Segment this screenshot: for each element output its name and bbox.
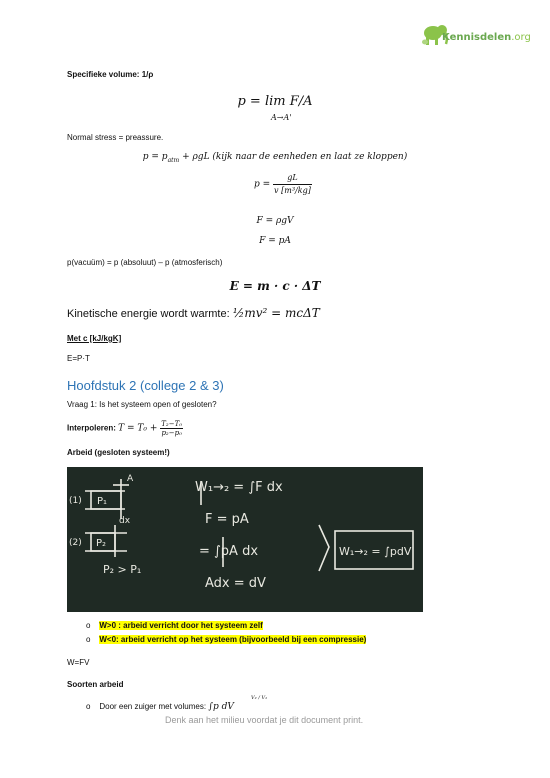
vacuum-line: p(vacuüm) = p (absoluut) – p (atmosferisch) xyxy=(67,258,223,267)
board-p2: P₂ xyxy=(96,538,107,549)
zuiger-limits: V₂ / V₁ xyxy=(251,695,268,701)
board-dx: dx xyxy=(119,516,131,526)
soorten-arbeid: Soorten arbeid xyxy=(67,680,124,689)
vraag-1: Vraag 1: Is het systeem open of gesloten? xyxy=(67,400,217,409)
board-label-1: (1) xyxy=(69,496,82,506)
footer-note: Denk aan het milieu voordat je dit document print. xyxy=(165,715,364,725)
kinetic-line: Kinetische energie wordt warmte: ½mv² = mcΔT xyxy=(67,306,320,320)
chalkboard-drawing xyxy=(67,467,423,612)
f-pa: F = pA xyxy=(259,236,291,246)
limit-equation: p = lim F/A xyxy=(237,94,313,109)
logo-text: Kennisdelen.org xyxy=(442,32,531,43)
met-c: Met c [kJ/kgK] xyxy=(67,334,122,343)
normal-stress: Normal stress = preassure. xyxy=(67,133,164,142)
bullet-w-negative: o W<0: arbeid verricht op het systeem (bijvoorbeeld bij een compressie) xyxy=(86,635,367,644)
board-line-3: = ∫pA dx xyxy=(199,544,259,559)
board-p1: P₁ xyxy=(97,496,108,507)
board-p2-gt-p1: P₂ > P₁ xyxy=(103,563,142,576)
arbeid-heading: Arbeid (gesloten systeem!) xyxy=(67,448,170,457)
board-a: A xyxy=(127,474,134,484)
chapter-heading: Hoofdstuk 2 (college 2 & 3) xyxy=(67,378,224,393)
board-line-4: Adx = dV xyxy=(205,576,266,591)
energy-equation: E = m · c · ΔT xyxy=(229,279,321,293)
limit-subscript: A→A' xyxy=(271,113,292,122)
interpoleren: Interpoleren: T = T₀ + $\frac{\text{T₂−T₀}}{\text{p₂−p₀}}$ xyxy=(67,420,183,437)
w-fv: W=FV xyxy=(67,658,90,667)
bullet-zuiger: o Door een zuiger met volumes: ∫p dV xyxy=(86,702,234,712)
board-label-2: (2) xyxy=(69,538,82,548)
board-box-equation: W₁→₂ = ∫pdV xyxy=(339,545,412,558)
chalkboard-image xyxy=(67,467,423,612)
f-rho-gv: F = ρgV xyxy=(256,216,294,226)
specifieke-volume: Specifieke volume: 1/ρ xyxy=(67,70,154,79)
e-pt: E=P·T xyxy=(67,354,90,363)
board-line-1: W₁→₂ = ∫F dx xyxy=(195,480,283,495)
logo xyxy=(420,22,532,54)
bullet-w-positive: o W>0 : arbeid verricht door het systeem zelf xyxy=(86,621,263,630)
board-line-2: F = pA xyxy=(205,512,249,527)
p-fraction: p = $\frac{gL}{\text{v [m³/kg]}}$ xyxy=(254,173,311,195)
p-atm-equation: $p = p_{atm} + \rho gL$ (kijk naar de eenheden en laat ze kloppen) xyxy=(142,152,408,164)
